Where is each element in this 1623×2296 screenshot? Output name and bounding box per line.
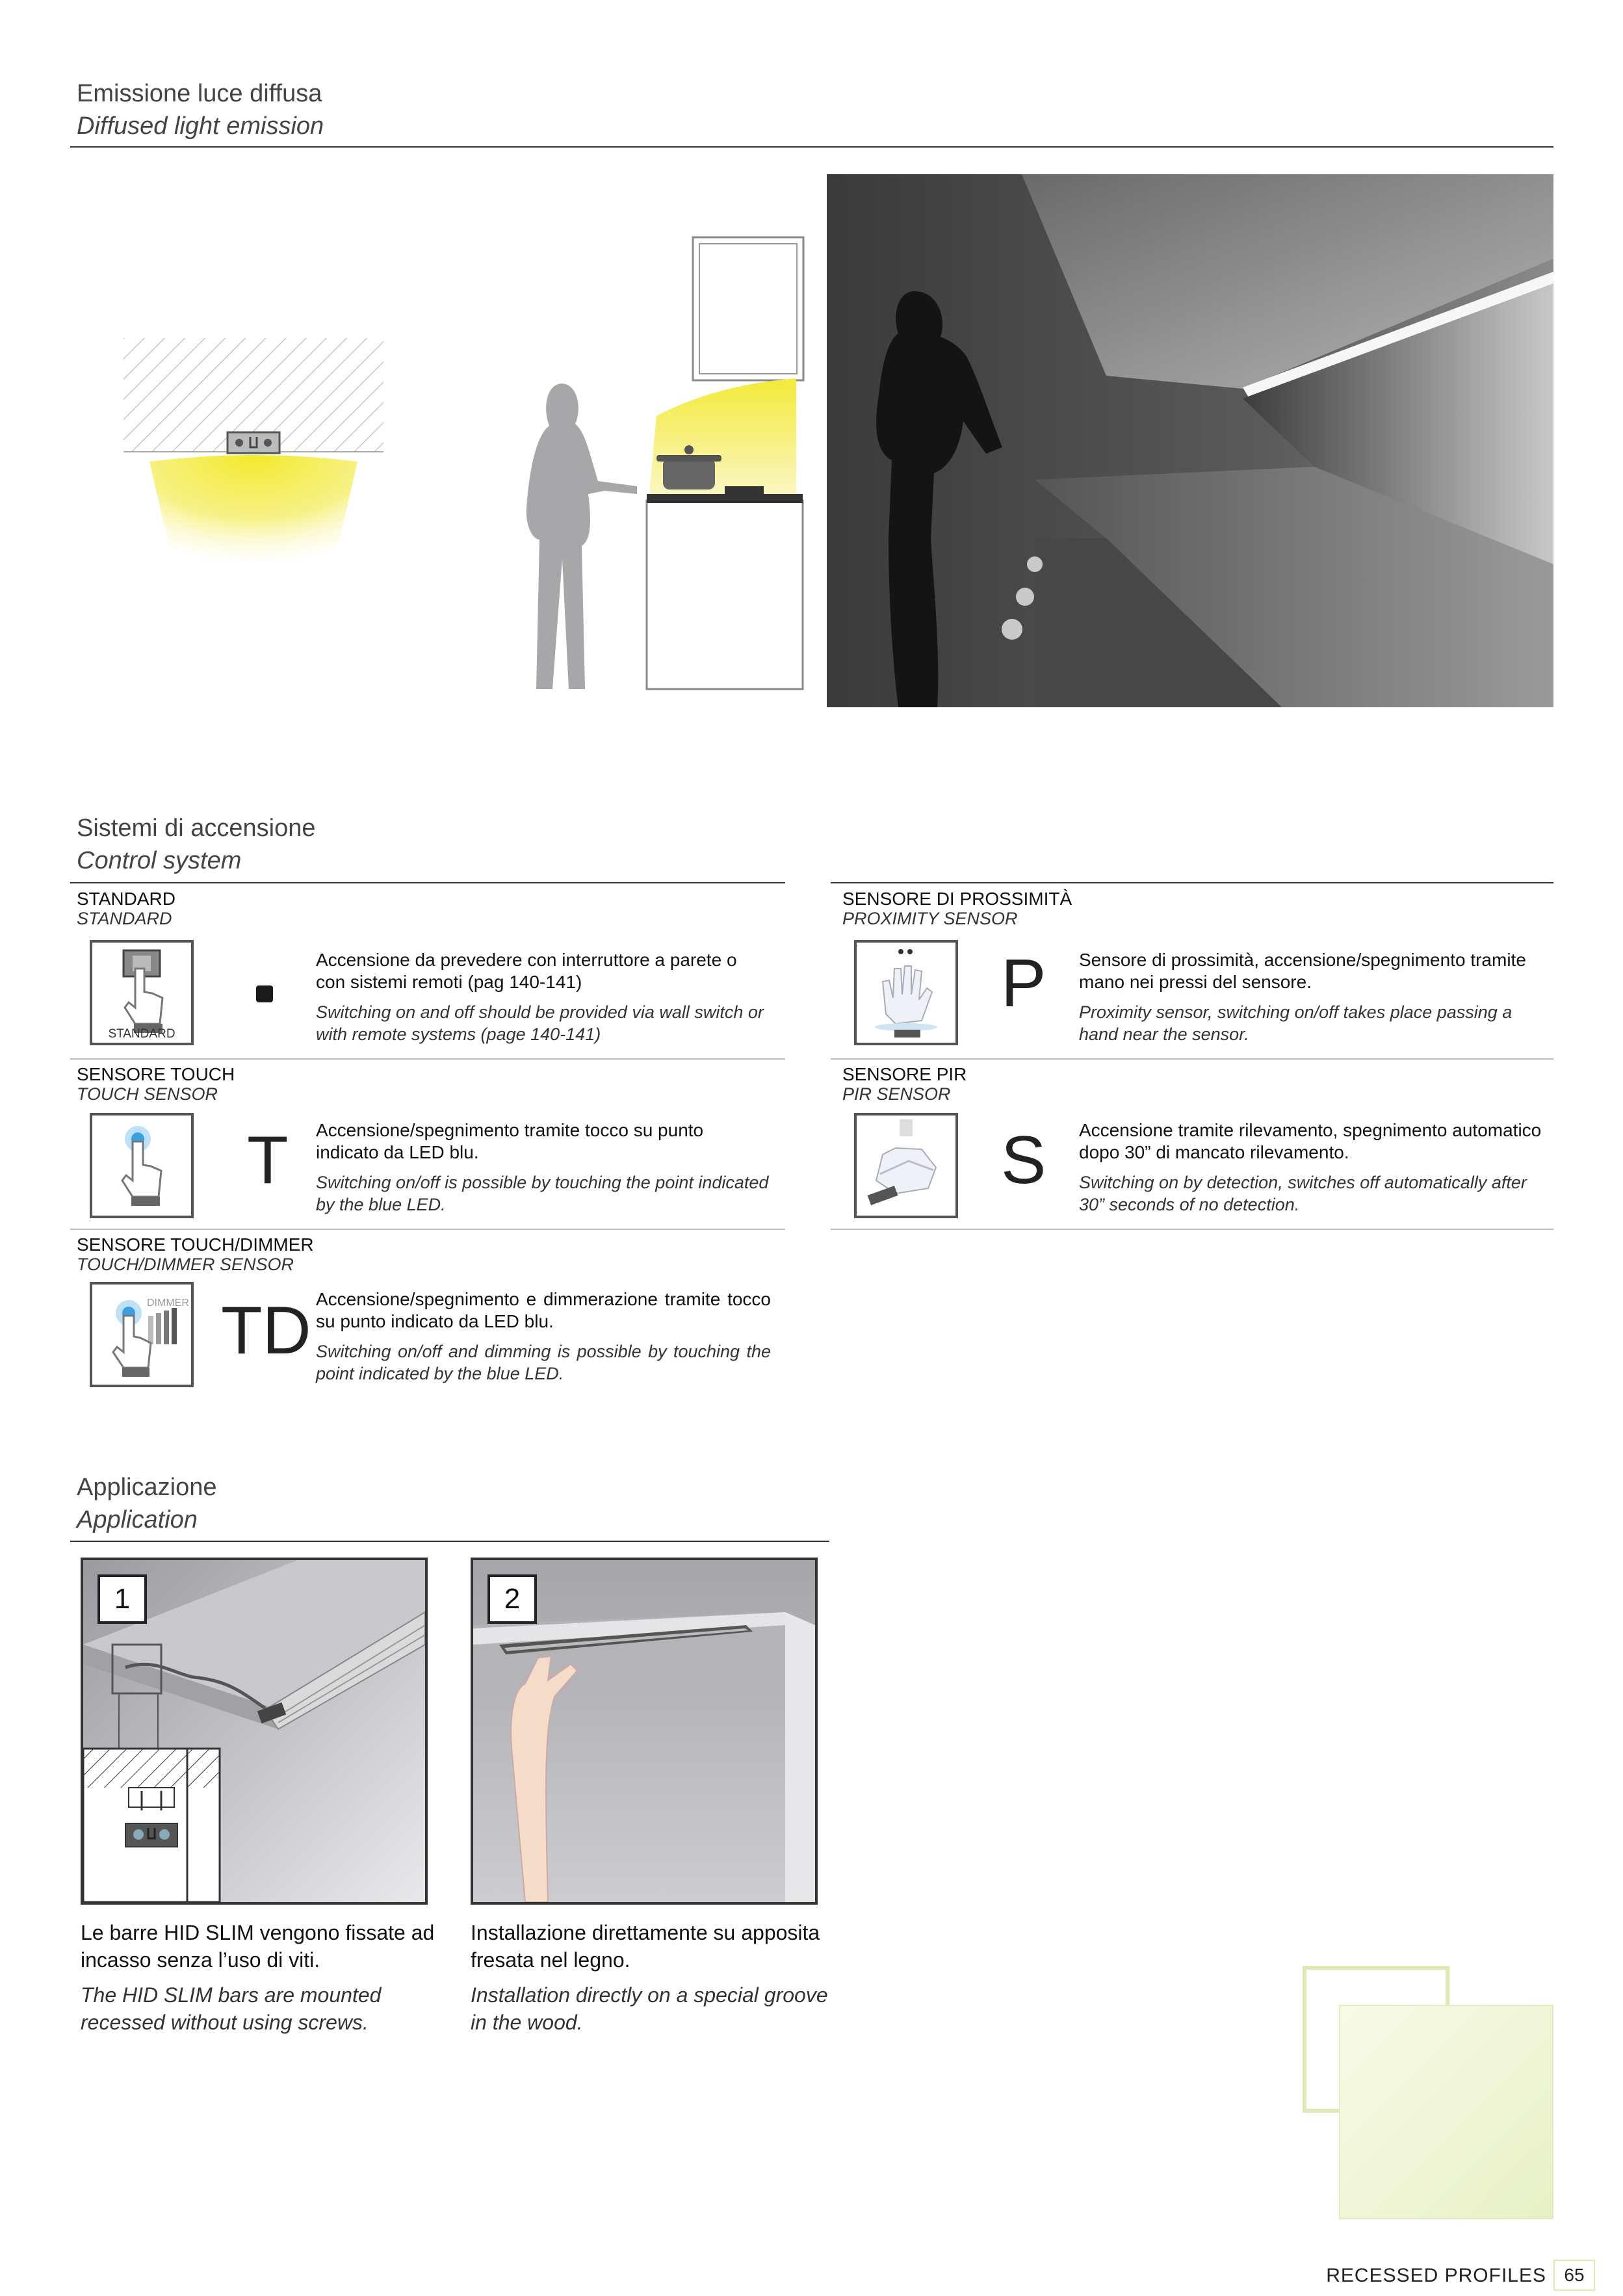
touch-letter: T [247, 1123, 289, 1198]
proximity-description [1079, 949, 1547, 1045]
step1-text [81, 1919, 445, 2036]
header-title-en: Diffused light emission [77, 112, 324, 140]
dimmer-label-en: TOUCH/DIMMER SENSOR [77, 1255, 294, 1274]
header-title-it: Emissione luce diffusa [77, 80, 322, 107]
dimmer-description [316, 1288, 771, 1385]
application-rule [70, 1541, 829, 1542]
step1-illustration [81, 1558, 428, 1905]
step1-number: 1 [97, 1574, 147, 1624]
step2-text [471, 1919, 835, 2036]
header-rule [70, 146, 1553, 148]
standard-icon-caption: STANDARD [108, 1027, 175, 1041]
touch-label: SENSORE TOUCH [77, 1064, 235, 1084]
footer-section-label: RECESSED PROFILES [1326, 2265, 1546, 2286]
proximity-desc-it: Sensore di prossimità, accensione/spegnimento tramite mano nei pressi del sensore. [1079, 950, 1526, 992]
touch-label-en: TOUCH SENSOR [77, 1084, 218, 1104]
standard-desc-en: Switching on and off should be provided via wall switch or with remote systems (page 140-141) [316, 1002, 764, 1044]
profile-section-illustration [123, 338, 396, 585]
pir-sensor-icon [854, 1113, 958, 1218]
pir-divider [831, 1229, 1553, 1230]
decor-square-filled [1339, 2005, 1553, 2219]
page-number: 65 [1553, 2260, 1595, 2291]
pir-description [1079, 1119, 1547, 1216]
control-title-it: Sistemi di accensione [77, 815, 316, 842]
proximity-hand-icon [854, 940, 958, 1045]
pir-letter: S [1001, 1123, 1046, 1198]
standard-desc-it: Accensione da prevedere con interruttore a parete o con sistemi remoti (pag 140-141) [316, 950, 737, 992]
application-title-en: Application [77, 1506, 198, 1533]
pir-desc-en: Switching on by detection, switches off automatically after 30” seconds of no detection. [1079, 1173, 1527, 1214]
proximity-divider [831, 1058, 1553, 1060]
kitchen-photo [827, 174, 1553, 707]
control-title-en: Control system [77, 847, 242, 874]
pir-label: SENSORE PIR [842, 1064, 967, 1084]
touch-desc-it: Accensione/spegnimento tramite tocco su punto indicato da LED blu. [316, 1120, 704, 1162]
proximity-label: SENSORE DI PROSSIMITÀ [842, 889, 1072, 909]
dimmer-icon-caption: DIMMER [147, 1298, 189, 1309]
standard-label-en: STANDARD [77, 909, 172, 928]
dimmer-letter: TD [221, 1293, 311, 1368]
standard-label: STANDARD [77, 889, 175, 909]
pir-label-en: PIR SENSOR [842, 1084, 951, 1104]
proximity-desc-en: Proximity sensor, switching on/off takes place passing a hand near the sensor. [1079, 1002, 1513, 1044]
touch-description [316, 1119, 771, 1216]
kitchen-woman-illustration [500, 234, 812, 702]
application-title-it: Applicazione [77, 1474, 217, 1501]
standard-description [316, 949, 771, 1045]
dimmer-sensor-icon [90, 1282, 194, 1387]
dimmer-label: SENSORE TOUCH/DIMMER [77, 1234, 314, 1255]
step1-text-it: Le barre HID SLIM vengono fissate ad incasso senza l’uso di viti. [81, 1921, 435, 1972]
proximity-letter: P [1001, 946, 1046, 1021]
step2-text-en: Installation directly on a special groove in the wood. [471, 1983, 828, 2034]
dimmer-desc-it: Accensione/spegnimento e dimmerazione tramite tocco su punto indicato da LED blu. [316, 1289, 771, 1331]
control-rule-left [70, 882, 785, 883]
step2-illustration [471, 1558, 818, 1905]
dimmer-desc-en: Switching on/off and dimming is possible by touching the point indicated by the blue LED. [316, 1342, 771, 1383]
touch-divider [70, 1229, 785, 1230]
control-rule-right [831, 882, 1553, 883]
touch-desc-en: Switching on/off is possible by touching the point indicated by the blue LED. [316, 1173, 769, 1214]
standard-square-symbol [256, 985, 273, 1002]
proximity-label-en: PROXIMITY SENSOR [842, 909, 1018, 928]
step2-text-it: Installazione direttamente su apposita fresata nel legno. [471, 1921, 820, 1972]
step1-text-en: The HID SLIM bars are mounted recessed without using screws. [81, 1983, 382, 2034]
pir-desc-it: Accensione tramite rilevamento, spegnimento automatico dopo 30” di mancato rilevamento. [1079, 1120, 1542, 1162]
standard-switch-icon [90, 940, 194, 1045]
standard-divider [70, 1058, 785, 1060]
step2-number: 2 [487, 1574, 537, 1624]
touch-sensor-icon [90, 1113, 194, 1218]
